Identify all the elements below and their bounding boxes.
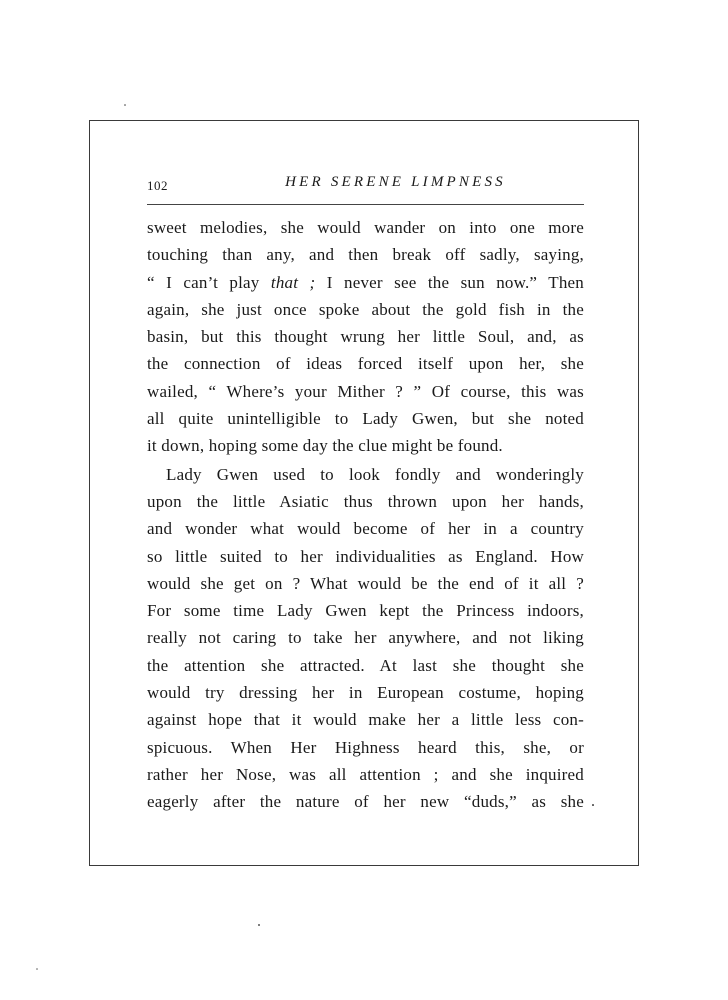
text-line: sweet melodies, she would wander on into one more — [147, 218, 584, 237]
scan-speck — [36, 968, 38, 970]
text-line: eagerly after the nature of her new “duds,” as she — [147, 792, 584, 812]
text-line: the attention she attracted. At last she thought she — [147, 655, 584, 675]
text-line: touching than any, and then break off sadly, saying, — [147, 245, 584, 265]
body-text — [147, 214, 584, 816]
text-line: again, she just once spoke about the gold fish in the — [147, 299, 584, 319]
text-line: wailed, “ Where’s your Mither ? ” Of course, this was — [147, 381, 584, 401]
page-header — [147, 174, 584, 196]
text-line: “ I can’t play that ; I never see the sun now.” Then — [147, 272, 584, 292]
text-line: rather her Nose, was all attention ; and she inquired — [147, 764, 584, 784]
text-line: against hope that it would make her a little less con- — [147, 710, 584, 730]
emphasis: that ; — [270, 272, 316, 292]
running-head: HER SERENE LIMPNESS — [285, 174, 506, 190]
scan-speck — [592, 804, 594, 806]
text-line: all quite unintelligible to Lady Gwen, but she noted — [147, 409, 584, 429]
text-line: and wonder what would become of her in a country — [147, 519, 584, 539]
text-line: it down, hoping some day the clue might be found. — [147, 436, 503, 456]
text-line: basin, but this thought wrung her little Soul, and, as — [147, 327, 584, 347]
text-line: upon the little Asiatic thus thrown upon her hands, — [147, 491, 584, 511]
page-number: 102 — [147, 178, 168, 193]
text-line: would she get on ? What would be the end of it all ? — [147, 573, 584, 593]
header-rule — [147, 204, 584, 205]
scan-speck — [258, 924, 260, 926]
text-line: really not caring to take her anywhere, and not liking — [147, 628, 584, 648]
text-line: would try dressing her in European costume, hoping — [147, 683, 584, 703]
text-line: For some time Lady Gwen kept the Princess indoors, — [147, 601, 584, 621]
text-line: spicuous. When Her Highness heard this, she, or — [147, 737, 584, 757]
text-line: so little suited to her individualities as England. How — [147, 546, 584, 566]
text-line: Lady Gwen used to look fondly and wonderingly — [166, 464, 584, 484]
text-line: the connection of ideas forced itself upon her, she — [147, 354, 584, 374]
scan-speck — [124, 104, 126, 106]
